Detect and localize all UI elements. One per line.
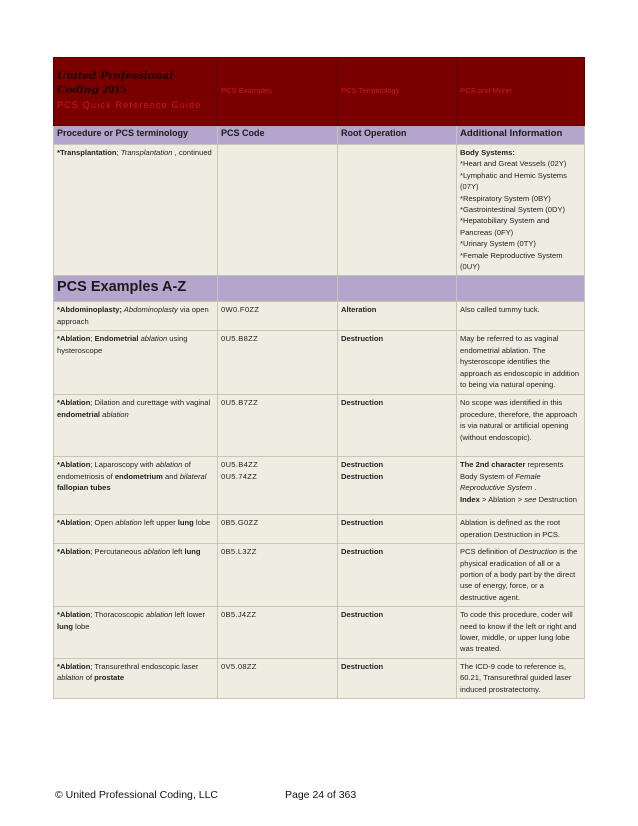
procedure-cell: *Abdominoplasty; Abdominoplasty via open approach bbox=[54, 302, 218, 331]
info-cell: PCS definition of Destruction is the physical eradication of all or a portion of a body part by the direct use of energy, force, or a destructive agent. bbox=[457, 544, 585, 607]
code-cell: 0W0.F0ZZ bbox=[218, 302, 338, 331]
table-row bbox=[54, 145, 585, 276]
operation-cell bbox=[338, 145, 457, 276]
list-item: *Urinary System (0TY) bbox=[460, 239, 536, 249]
operation-cell: Destruction bbox=[338, 515, 457, 544]
code-cell: 0U5.B8ZZ bbox=[218, 331, 338, 395]
column-header-root-operation: Root Operation bbox=[338, 126, 457, 145]
operation-cell: Destruction bbox=[338, 331, 457, 395]
info-cell: Also called tummy tuck. bbox=[457, 302, 585, 331]
procedure-cell: *Ablation; Transurethral endoscopic laser ablation of prostate bbox=[54, 658, 218, 698]
code-cell: 0V5.08ZZ bbox=[218, 658, 338, 698]
code-cell: 0U5.B7ZZ bbox=[218, 395, 338, 457]
procedure-cell: *Transplantation; Transplantation , continued bbox=[54, 145, 218, 276]
operation-cell: Destruction Destruction bbox=[338, 457, 457, 515]
banner-pcs-terminology: PCS Terminology bbox=[338, 58, 457, 126]
banner-pcs-examples: PCS Examples bbox=[218, 58, 338, 126]
table-row bbox=[54, 515, 585, 544]
list-item: *Respiratory System (0BY) bbox=[460, 193, 551, 203]
code-cell bbox=[218, 145, 338, 276]
table-row bbox=[54, 607, 585, 659]
section-title: PCS Examples A-Z bbox=[57, 279, 187, 296]
info-cell: The ICD-9 code to reference is, 60.21, Transurethral guided laser induced prostratectomy. bbox=[457, 658, 585, 698]
footer-copyright: © United Professional Coding, LLC bbox=[55, 789, 218, 801]
brand-cell bbox=[54, 58, 218, 126]
brand-name-line2: Coding bbox=[57, 84, 99, 97]
operation-cell: Destruction bbox=[338, 395, 457, 457]
table-row bbox=[54, 658, 585, 698]
banner-row bbox=[54, 58, 585, 126]
info-cell: No scope was identified in this procedure, therefore, the approach is via natural or artificial opening (without endoscopic). bbox=[457, 395, 585, 457]
list-item: *Heart and Great Vessels (02Y) bbox=[460, 159, 567, 169]
list-item: *Lymphatic and Hemic Systems (07Y) bbox=[460, 170, 567, 192]
section-header-row bbox=[54, 276, 585, 302]
operation-cell: Destruction bbox=[338, 544, 457, 607]
procedure-cell: *Ablation; Dilation and curettage with vaginal endometrial ablation bbox=[54, 395, 218, 457]
info-cell bbox=[457, 145, 585, 276]
procedure-cell: *Ablation; Percutaneous ablation left lung bbox=[54, 544, 218, 607]
body-systems-title: Body Systems: bbox=[460, 148, 515, 157]
list-item: *Female Reproductive System (0UY) bbox=[460, 250, 563, 272]
procedure-cell: *Ablation; Laparoscopy with ablation of endometriosis of endometrium and bilateral fallopian tubes bbox=[54, 457, 218, 515]
procedure-cell: *Ablation; Endometrial ablation using hysteroscope bbox=[54, 331, 218, 395]
table-row bbox=[54, 395, 585, 457]
column-header-row bbox=[54, 126, 585, 145]
list-item: *Hepatobiliary System and Pancreas (0FY) bbox=[460, 216, 550, 237]
table-row bbox=[54, 331, 585, 395]
operation-cell: Destruction bbox=[338, 658, 457, 698]
procedure-cell: *Ablation; Thoracoscopic ablation left lower lung lobe bbox=[54, 607, 218, 659]
code-cell: 0B5.L3ZZ bbox=[218, 544, 338, 607]
table-row bbox=[54, 457, 585, 515]
info-cell: Ablation is defined as the root operation Destruction in PCS. bbox=[457, 515, 585, 544]
banner-pcs-and-more: PCS and More! bbox=[457, 58, 585, 126]
brand-year: 2015 bbox=[102, 82, 127, 97]
table-row bbox=[54, 544, 585, 607]
info-cell: May be referred to as vaginal endometrial ablation. The hysteroscope identifies the approach as endoscopic in addition to being via natural opening. bbox=[457, 331, 585, 395]
table-row bbox=[54, 302, 585, 331]
code-cell: 0B5.J4ZZ bbox=[218, 607, 338, 659]
footer-page-number: Page 24 of 363 bbox=[285, 789, 357, 801]
procedure-cell: *Ablation; Open ablation left upper lung lobe bbox=[54, 515, 218, 544]
brand-name-line1: United Professional bbox=[57, 70, 174, 83]
column-header-procedure: Procedure or PCS terminology bbox=[54, 126, 218, 145]
guide-subtitle: PCS Quick Reference Guide bbox=[57, 100, 202, 111]
column-header-additional-info: Additional Information bbox=[457, 126, 585, 145]
info-cell: The 2nd character represents Body System of Female Reproductive System . Index > Ablation > see Destruction bbox=[457, 457, 585, 515]
operation-cell: Alteration bbox=[338, 302, 457, 331]
code-cell: 0B5.G0ZZ bbox=[218, 515, 338, 544]
list-item: *Gastrointestinal System (0DY) bbox=[460, 205, 566, 215]
info-cell: To code this procedure, coder will need to know if the left or right and lower, middle, or upper lung lobe was treated. bbox=[457, 607, 585, 659]
operation-cell: Destruction bbox=[338, 607, 457, 659]
code-cell: 0U5.B4ZZ 0U5.74ZZ bbox=[218, 457, 338, 515]
reference-table bbox=[53, 57, 585, 699]
column-header-code: PCS Code bbox=[218, 126, 338, 145]
